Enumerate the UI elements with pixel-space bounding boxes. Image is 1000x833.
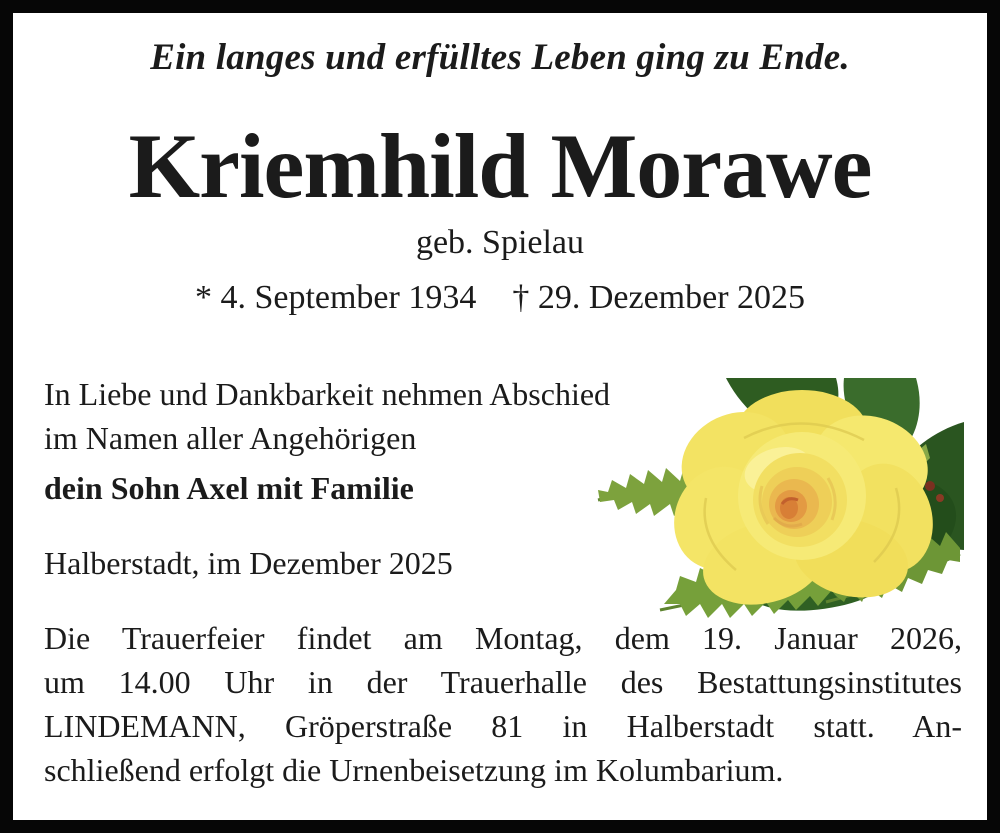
life-dates (0, 279, 1000, 317)
funeral-line-3: LINDEMANN, Gröperstraße 81 in Halberstadt statt. An- (44, 708, 962, 744)
funeral-info-paragraph (44, 616, 962, 792)
deceased-name: Kriemhild Morawe (128, 115, 872, 217)
death-date: † 29. Dezember 2025 (512, 279, 806, 316)
birth-date: * 4. September 1934 (194, 279, 477, 316)
farewell-line-2: im Namen aller Angehörigen (44, 420, 417, 456)
farewell-paragraph (44, 372, 610, 460)
funeral-line-1: Die Trauerfeier findet am Montag, dem 19. Januar 2026, (44, 620, 962, 656)
mourner-line: dein Sohn Axel mit Familie (44, 470, 414, 506)
epigraph-line: Ein langes und erfülltes Leben ging zu Ende. (150, 37, 850, 78)
maiden-name: geb. Spielau (415, 224, 585, 261)
funeral-line-2: um 14.00 Uhr in der Trauerhalle des Bestattungsinstitutes (44, 664, 962, 700)
funeral-line-4: schließend erfolgt die Urnenbeisetzung im Kolumbarium. (44, 752, 784, 788)
farewell-line-1: In Liebe und Dankbarkeit nehmen Abschied (44, 376, 611, 412)
yellow-rose-with-fern-image (586, 378, 964, 620)
place-and-date-line: Halberstadt, im Dezember 2025 (44, 545, 453, 581)
